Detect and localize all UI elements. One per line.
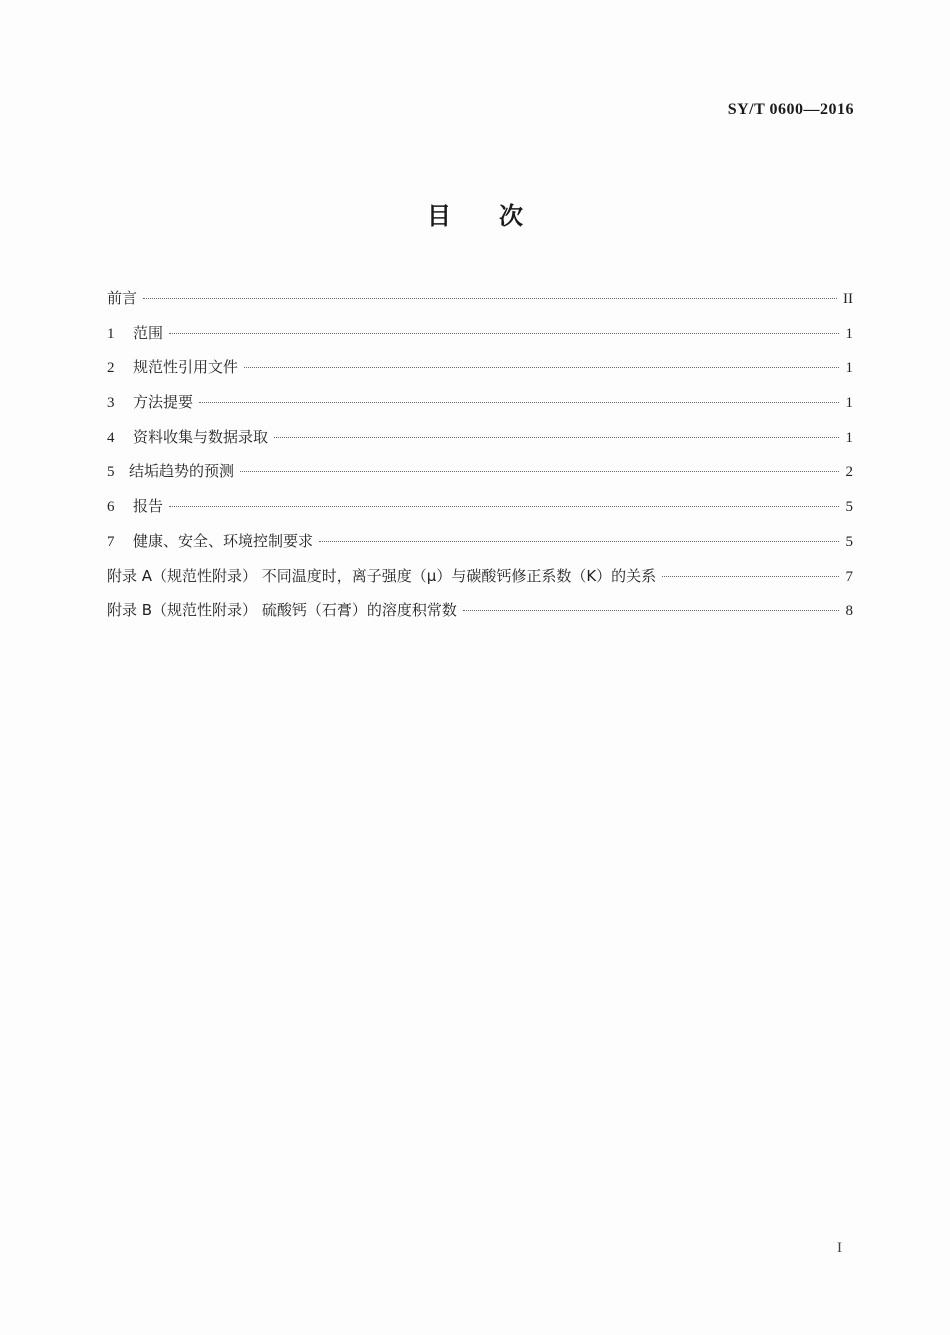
- toc-dot-leader: [169, 506, 839, 507]
- toc-entry-appendix-a[interactable]: [107, 565, 853, 600]
- toc-title: [0, 196, 950, 231]
- toc-dot-leader: [319, 541, 839, 542]
- toc-entry-page: 7: [845, 568, 853, 585]
- toc-entry-number: 6: [107, 499, 115, 516]
- toc-entry-3[interactable]: [107, 391, 853, 426]
- toc-entry-page: 5: [845, 499, 853, 516]
- toc-dot-leader: [244, 367, 839, 368]
- toc-dot-leader: [463, 610, 839, 611]
- toc-entry-page: 1: [845, 429, 853, 446]
- toc-entry-page: 5: [845, 533, 853, 550]
- toc-entry-page: 8: [845, 603, 853, 620]
- toc-entry-label: 附录 A（规范性附录） 不同温度时，离子强度（μ）与碳酸钙修正系数（K）的关系: [107, 566, 657, 585]
- toc-entry-page: 1: [845, 325, 853, 342]
- toc-entry-page: 1: [845, 360, 853, 377]
- toc-dot-leader: [199, 402, 839, 403]
- toc-entry-page: II: [843, 291, 853, 307]
- toc-dot-leader: [240, 471, 839, 472]
- toc-dot-leader: [143, 298, 837, 299]
- toc-entry-6[interactable]: [107, 495, 853, 530]
- toc-entry-label: 结垢趋势的预测: [129, 462, 235, 481]
- toc-entry-1[interactable]: [107, 322, 853, 357]
- toc-entry-page: 2: [845, 464, 853, 481]
- toc-entry-label: 健康、安全、环境控制要求: [133, 531, 314, 550]
- table-of-contents: [107, 287, 853, 634]
- toc-dot-leader: [274, 437, 839, 438]
- toc-entry-7[interactable]: [107, 530, 853, 565]
- toc-entry-label: 方法提要: [133, 393, 194, 412]
- page-number: I: [837, 1240, 842, 1256]
- toc-entry-label: 规范性引用文件: [133, 358, 239, 377]
- toc-entry-label: 附录 B（规范性附录） 硫酸钙（石膏）的溶度积常数: [107, 601, 457, 620]
- toc-entry-label: 报告: [133, 497, 164, 516]
- toc-entry-number: 4: [107, 429, 115, 446]
- toc-entry-4[interactable]: [107, 426, 853, 461]
- toc-entry-appendix-b[interactable]: [107, 599, 853, 634]
- toc-entry-number: 5: [107, 464, 115, 481]
- toc-entry-page: 1: [845, 395, 853, 412]
- standard-code: SY/T 0600—2016: [727, 101, 854, 118]
- toc-entry-number: 2: [107, 360, 115, 377]
- toc-entry-label: 前言: [107, 289, 138, 307]
- toc-entry-number: 3: [107, 395, 115, 412]
- toc-entry-label: 范围: [133, 323, 164, 342]
- toc-entry-foreword[interactable]: [107, 287, 853, 322]
- toc-title-char-2: 次: [499, 202, 523, 230]
- toc-dot-leader: [169, 333, 839, 334]
- toc-entry-number: 7: [107, 533, 115, 550]
- toc-title-char-1: 目: [427, 202, 451, 230]
- toc-entry-label: 资料收集与数据录取: [133, 427, 269, 446]
- toc-dot-leader: [662, 576, 839, 577]
- toc-entry-5[interactable]: [107, 460, 853, 495]
- toc-entry-number: 1: [107, 325, 115, 342]
- toc-entry-2[interactable]: [107, 356, 853, 391]
